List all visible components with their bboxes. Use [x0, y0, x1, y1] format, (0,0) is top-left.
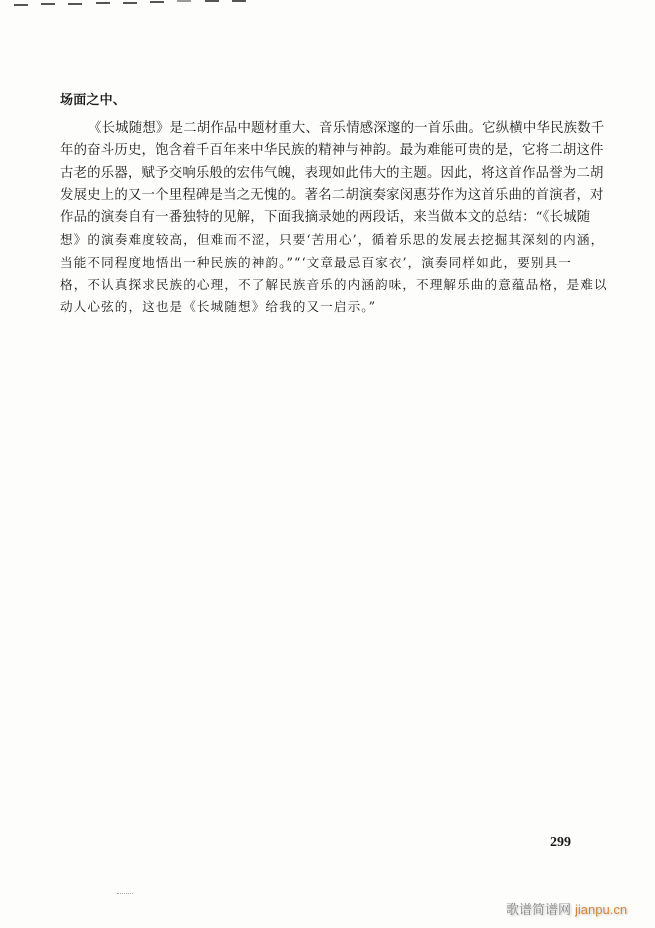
scan-speck: [117, 893, 133, 895]
scan-mark: [68, 3, 82, 5]
top-scan-marks: [0, 0, 655, 12]
text-line: 作品的演奏自有一番独特的见解，下面我摘录她的两段话，来当做本文的总结：“《长城随: [60, 210, 591, 226]
text-line-continuation: 场面之中、: [60, 93, 127, 108]
scan-mark: [150, 1, 164, 3]
text-line: 古老的乐器，赋予交响乐般的宏伟气魄，表现如此伟大的主题。因此，将这首作品誉为二胡: [60, 165, 604, 181]
text-line-quote: 格，不认真探求民族的心理，不了解民族音乐的内涵韵味，不理解乐曲的意蕴品格，是难以: [60, 277, 608, 293]
text-line-quote: 动人心弦的，这也是《长城随想》给我的又一启示。”: [60, 299, 377, 315]
scan-mark: [14, 4, 28, 6]
watermark-cn: 歌谱简谱网: [506, 903, 572, 918]
scan-mark: [177, 0, 191, 2]
text-line: 发展史上的又一个里程碑是当之无愧的。著名二胡演奏家闵惠芬作为这首乐曲的首演者，对: [60, 187, 604, 203]
page-number: 299: [550, 835, 571, 850]
scan-mark: [205, 0, 219, 2]
text-line-quote: 想》的演奏难度较高，但难而不涩，只要‘苦用心’，循着乐思的发展去挖掘其深刻的内涵，: [60, 232, 605, 248]
watermark: [506, 899, 627, 918]
text-line: 年的奋斗历史，饱含着千百年来中华民族的精神与神韵。最为难能可贵的是，它将二胡这件: [60, 143, 604, 159]
scan-mark: [123, 2, 137, 4]
body-text: [60, 90, 608, 319]
scan-mark: [41, 3, 55, 5]
text-line-quote: 当能不同程度地悟出一种民族的神韵。”“‘文章最忌百家衣’，演奏同样如此，要别具一: [60, 254, 572, 270]
watermark-site: jianpu.cn: [575, 902, 628, 917]
text-line: 《长城随想》是二胡作品中题材重大、音乐情感深邃的一首乐曲。它纵横中华民族数千: [88, 121, 605, 136]
scan-mark: [96, 2, 110, 4]
scan-mark: [232, 0, 246, 2]
